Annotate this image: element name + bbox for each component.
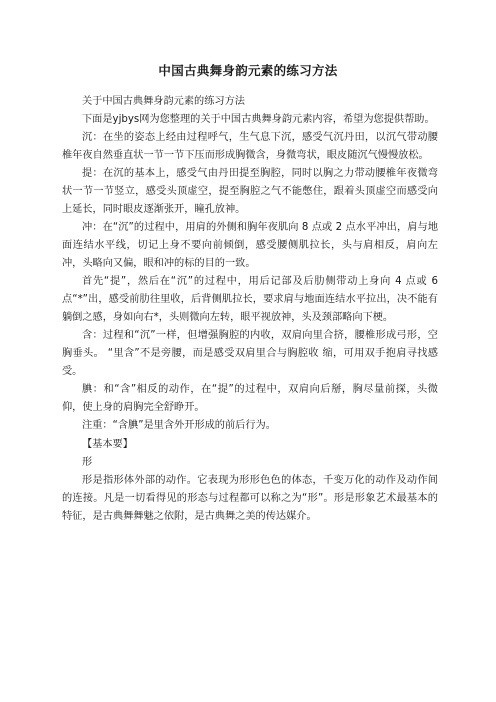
subheading-xing: 形: [82, 457, 93, 468]
paragraph-kao: 首先“提”，然后在“沉”的过程中，用后记部及后肋侧带动上身向 4 点或 6 点“*”出，感受前肋往里收，后背侧肌拉长，要求肩与地面连结水平拉出，决不能有躺倒之感，身如向右*，头则微向左转，眼平视放神，头及颈部略向下梗。: [62, 276, 438, 323]
section-heading: 【基本要】: [82, 439, 133, 450]
paragraph-ti: 提：在沉的基本上，感受气由丹田提至胸腔，同时以胸之力带动腰椎年夜微弯状一节一节竖立，感受头顶虚空，提至胸腔之气不能憋住，跟着头顶虚空而感受向上延长，同时眼皮逐渐张开，瞳孔放神。: [62, 168, 438, 215]
paragraph-tian: 腆：和“含”相反的动作，在“提”的过程中，双肩向后掰，胸尽量前探，头微仰，使上身的肩胸完全舒睁开。: [62, 384, 438, 413]
paragraph-intro: 下面是yjbys网为您整理的关于中国古典舞身韵元素内容，希望为您提供帮助。: [82, 114, 435, 125]
paragraph-chong: 冲：在“沉”的过程中，用肩的外侧和胸年夜肌向 8 点或 2 点水平冲出，肩与地面连结水平线，切记上身不要向前倾倒，感受腰侧肌拉长，头与肩相反，肩向左冲，头略向又偏，眼和冲的标的目的一致。: [62, 222, 438, 269]
document-title: 中国古典舞身韵元素的练习方法: [158, 63, 338, 78]
paragraph-chen: 沉：在坐的姿态上经由过程呼气，生气息下沉，感受气沉丹田，以沉气带动腰椎年夜自然垂直状一节一节下压而形成胸微含，身微弯状，眼皮随沉气慢慢放松。: [62, 132, 438, 161]
paragraph-han: 含：过程和“沉”一样，但增强胸腔的内收，双肩向里合挤，腰椎形成弓形，空胸垂头。 “里含”不是旁腰，而是感受双肩里合与胸腔收 缩，可用双手抱肩寻找感受。: [62, 330, 438, 377]
paragraph-xing: 形是指形体外部的动作。它表现为形形色色的体态，千变万化的动作及动作间的连接。凡是一切看得见的形态与过程都可以称之为“形”。形是形象艺术最基本的特征，是古典舞舞魅之依附，是古典舞之美的传达媒介。: [62, 475, 438, 522]
paragraph-note: 注重：“含腆”是里含外开形成的前后行为。: [82, 420, 276, 431]
document-body: [62, 93, 438, 526]
paragraph-subtitle: 关于中国古典舞身韵元素的练习方法: [82, 96, 245, 107]
